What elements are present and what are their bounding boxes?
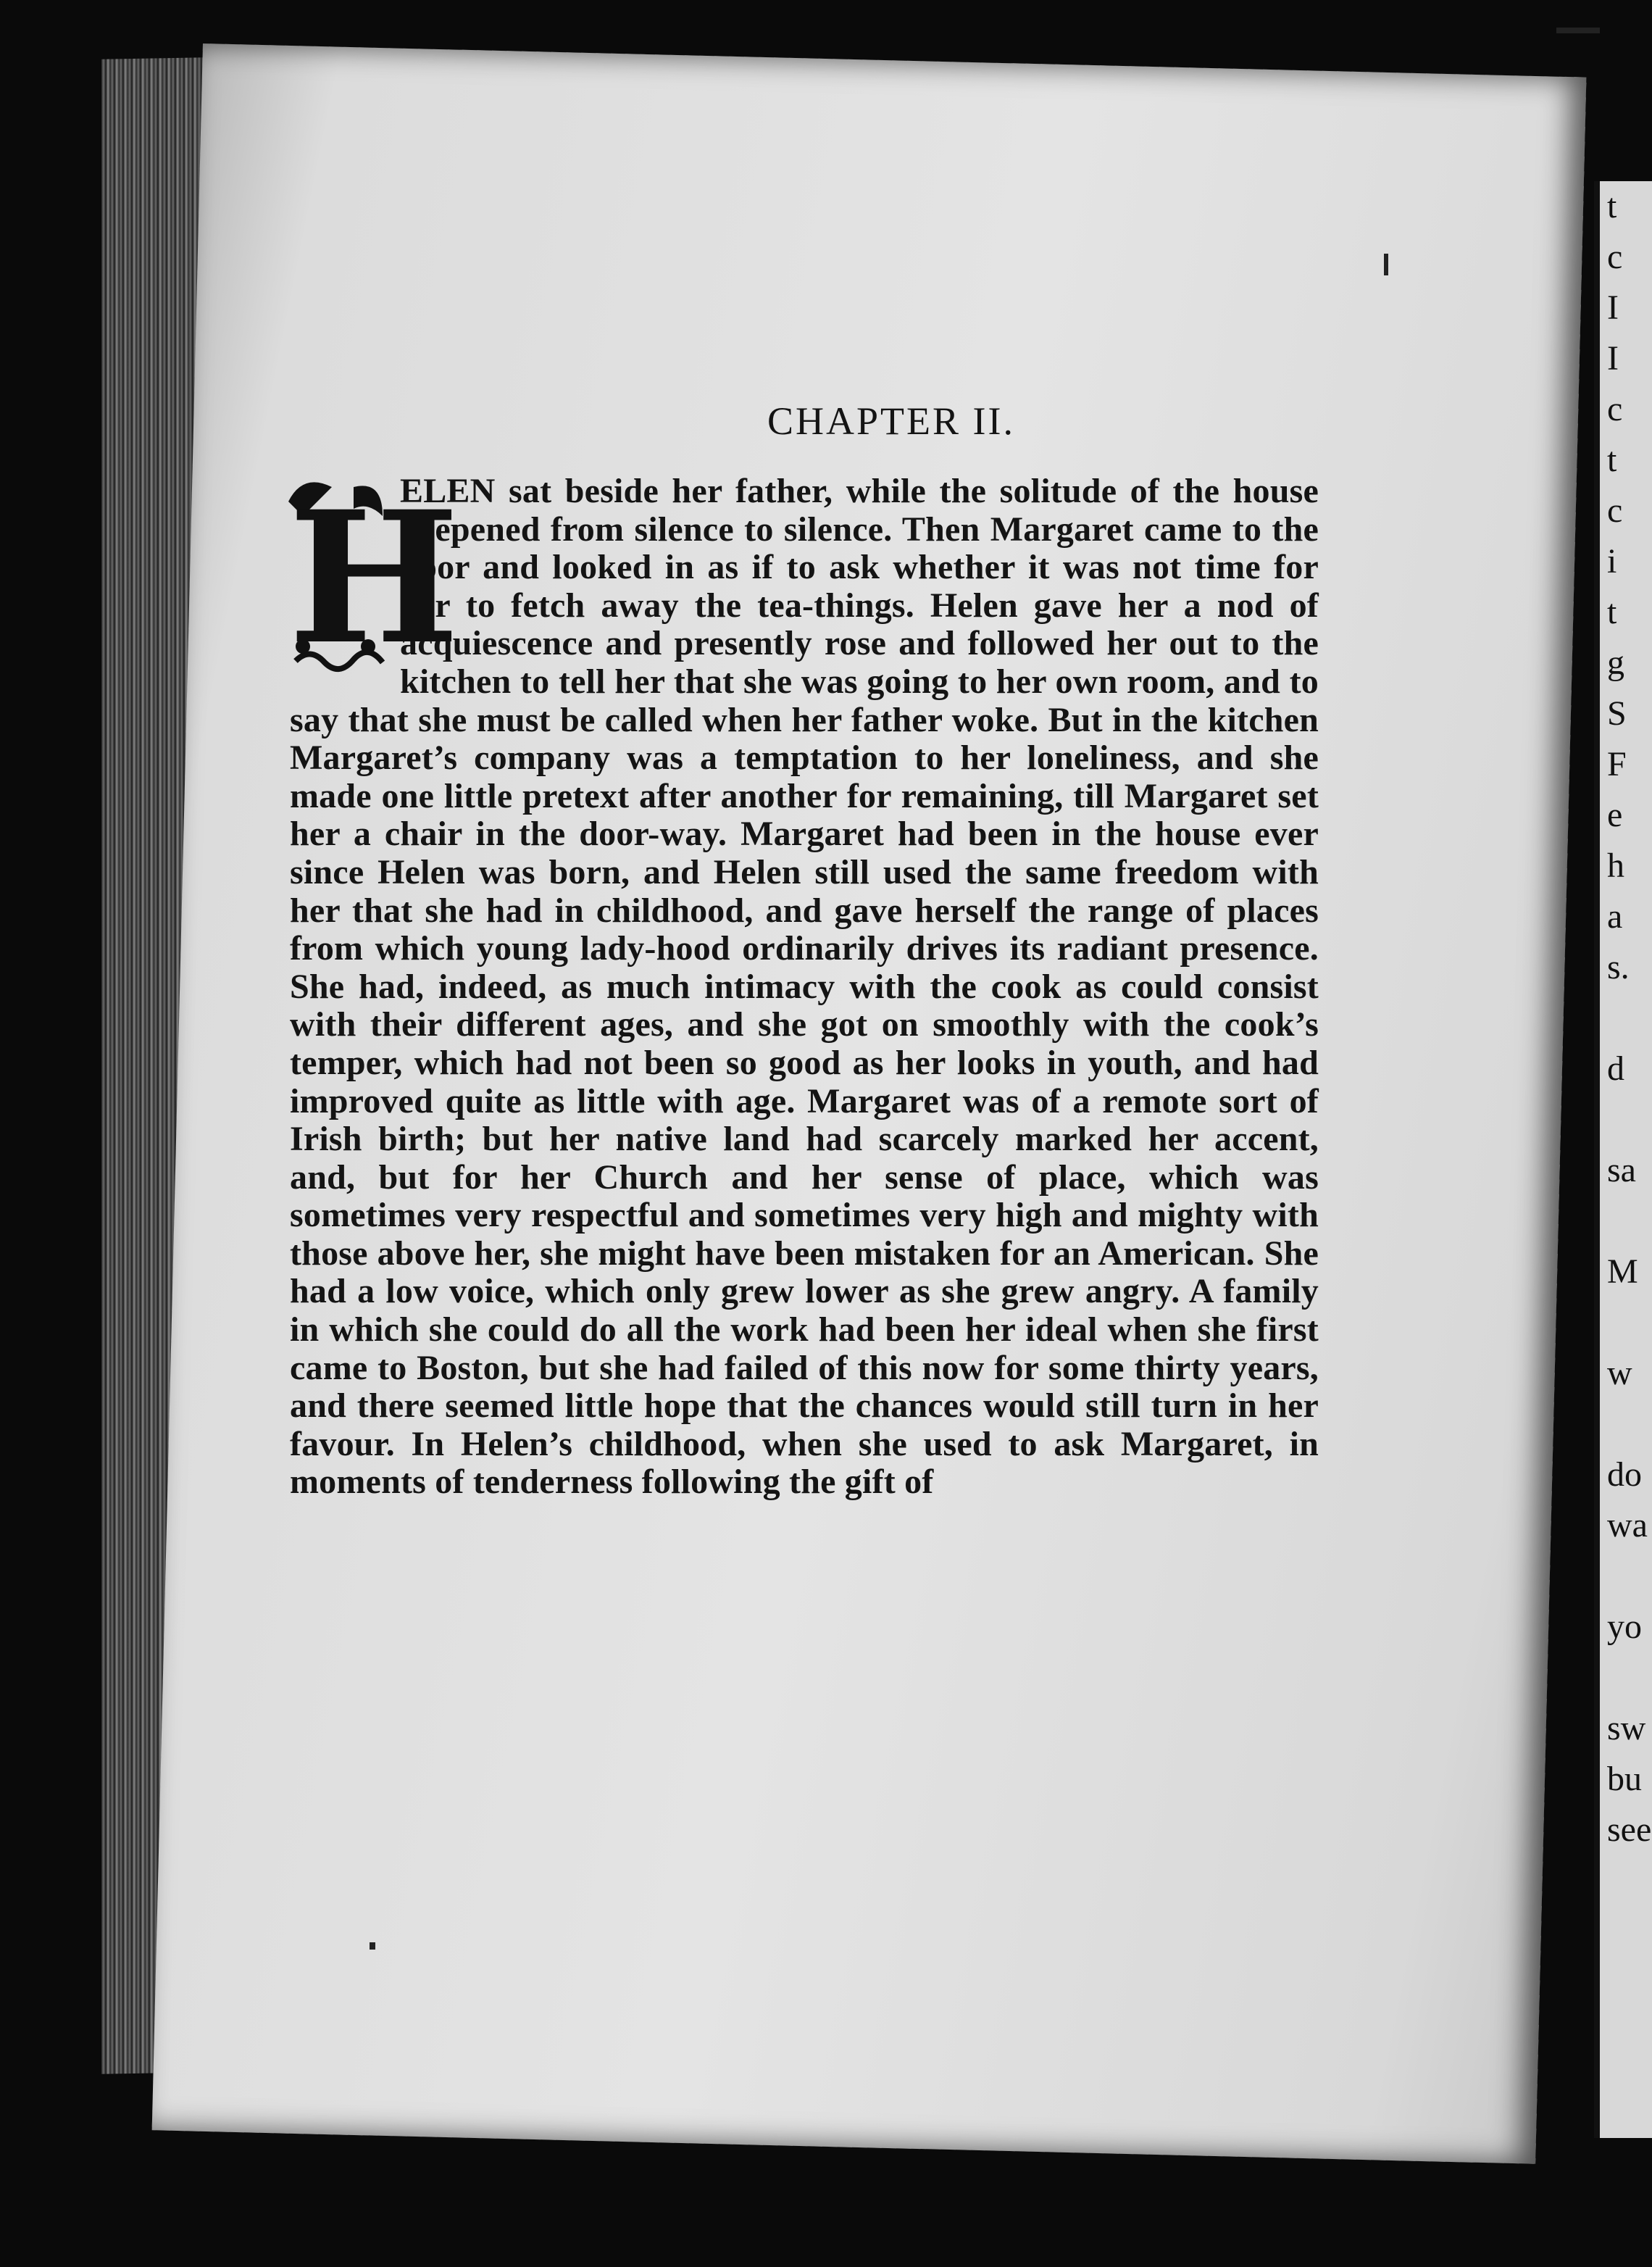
page-mark <box>370 1942 375 1950</box>
facing-page-fragment <box>1600 993 1652 1044</box>
facing-page-fragment <box>1600 1094 1652 1145</box>
facing-page-fragment: do <box>1607 1455 1642 1494</box>
facing-page-fragment: w <box>1607 1354 1632 1392</box>
dropcap-letter: H <box>288 471 460 684</box>
page-content <box>290 399 1319 1502</box>
facing-page-fragment <box>1600 1297 1652 1348</box>
facing-page-fragment: h <box>1607 847 1624 885</box>
facing-page-fragment: M <box>1607 1252 1638 1291</box>
facing-page-fragment <box>1600 1399 1652 1449</box>
facing-page-fragment: e <box>1607 796 1623 834</box>
facing-page-fragment: wa <box>1607 1506 1648 1544</box>
facing-page-fragment: t <box>1607 441 1617 479</box>
chapter-body <box>290 473 1319 1502</box>
facing-page-fragment: S <box>1607 694 1627 733</box>
facing-page-fragment: d <box>1607 1049 1624 1088</box>
facing-page-fragment: c <box>1607 491 1623 530</box>
facing-page-fragment: sw <box>1607 1709 1646 1747</box>
page-mark <box>1556 28 1600 33</box>
facing-page-fragment: g <box>1607 644 1624 682</box>
facing-page-fragment: t <box>1607 187 1617 225</box>
ornamental-dropcap <box>281 471 460 684</box>
page-mark <box>1384 254 1388 275</box>
facing-page-fragment: see <box>1607 1810 1652 1849</box>
facing-page-fragment: sa <box>1607 1151 1636 1189</box>
facing-page <box>1594 181 1652 2138</box>
facing-page-fragment: c <box>1607 238 1623 276</box>
facing-page-fragment <box>1600 1196 1652 1247</box>
facing-page-fragment: t <box>1607 593 1617 631</box>
facing-page-fragment: bu <box>1607 1760 1642 1798</box>
facing-page-fragment: c <box>1607 390 1623 428</box>
facing-page-fragment: F <box>1607 745 1627 783</box>
facing-page-fragment: a <box>1607 897 1623 936</box>
chapter-title: CHAPTER II. <box>767 399 1015 443</box>
facing-page-fragment: s. <box>1607 948 1630 986</box>
chapter-body-text: ELEN sat beside her father, while the solitude of the house deepened from silence to silence. Then Margaret came to the door and looked in as if to ask whether it was not time for her to fetch away the tea-things. Helen gave her a nod of acquiescence and presently rose and followed her out to the kitchen to tell her that she was going to her own room, and to say that she must be called when her father woke. But in the kitchen Margaret’s company was a temptation to her loneliness, and she made one little pretext after another for remaining, till Margaret set her a chair in the door-way. Margaret had been in the house ever since Helen was born, and Helen still used the same freedom with her that she had in childhood, and gave herself the range of places from which young lady-hood ordinarily drives its radiant presence. She had, indeed, as much intimacy with the cook as could consist with their different ages, and she got on smoothly with the cook’s temper, which had not been so good as her looks in youth, and had improved quite as little with age. Margaret was of a remote sort of Irish birth; but her native land had scarcely marked her accent, and, but for her Church and her sense of place, which was sometimes very respectful and sometimes very high and mighty with those above her, she might have been mistaken for an American. She had a low voice, which only grew lower as she grew angry. A family in which she could do all the work had been her ideal when she first came to Boston, but she had failed of this now for some thirty years, and there seemed little hope that the chances would still turn in her favour. In Helen’s childhood, when she used to ask Margaret, in moments of tenderness following the gift of <box>290 472 1319 1502</box>
facing-page-fragment: I <box>1607 339 1619 378</box>
facing-page-fragment <box>1600 1652 1652 1703</box>
facing-page-fragment: yo <box>1607 1607 1642 1646</box>
facing-page-fragment <box>1600 1551 1652 1602</box>
facing-page-fragment: I <box>1607 288 1619 327</box>
facing-page-fragment: i <box>1607 542 1617 581</box>
